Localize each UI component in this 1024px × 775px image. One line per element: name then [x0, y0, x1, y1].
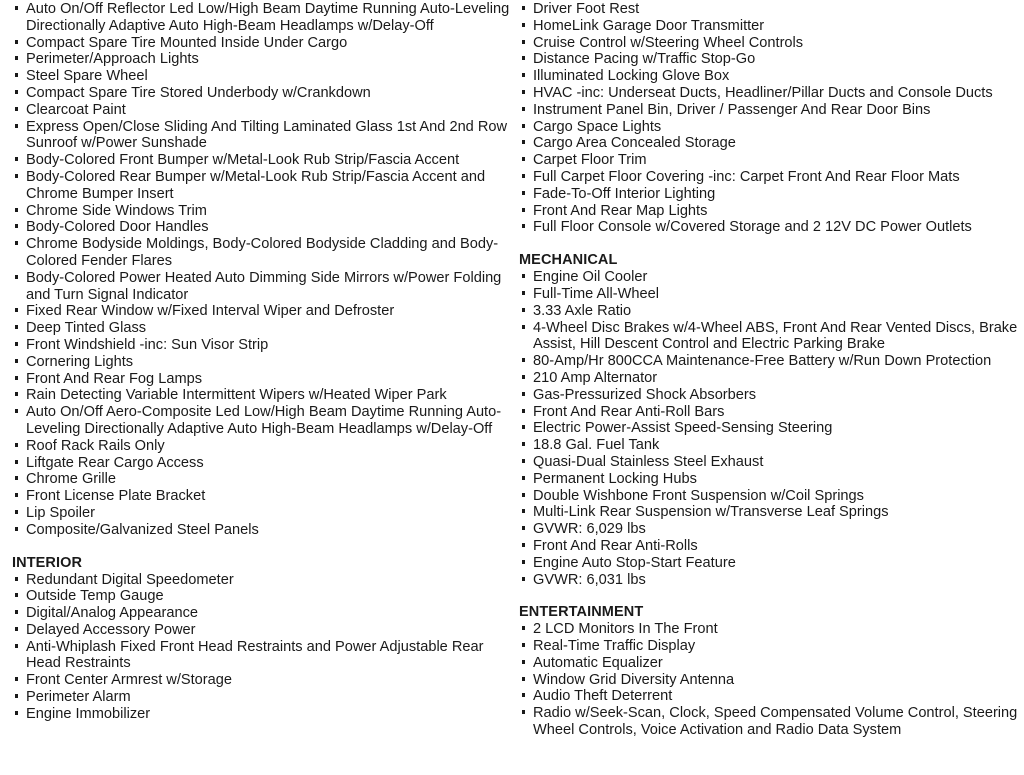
- list-item: [12, 488, 512, 505]
- list-item: [12, 35, 512, 52]
- list-item-text: Front And Rear Anti-Rolls: [533, 537, 698, 554]
- list-item: [519, 705, 1019, 739]
- list-item: [519, 437, 1019, 454]
- bullet-icon: [15, 460, 18, 464]
- bullet-icon: [522, 693, 525, 697]
- bullet-icon: [15, 493, 18, 497]
- list-item-text: Outside Temp Gauge: [26, 588, 164, 605]
- list-item-text: HomeLink Garage Door Transmitter: [533, 17, 765, 34]
- list-item-text: Front Center Armrest w/Storage: [26, 672, 233, 689]
- list-item: [519, 387, 1019, 404]
- list-item-text: Cargo Area Concealed Storage: [533, 135, 736, 152]
- list-item-text: Delayed Accessory Power: [26, 621, 196, 638]
- list-item: [519, 269, 1019, 286]
- list-item-text: Multi-Link Rear Suspension w/Transverse Leaf Springs: [533, 504, 889, 521]
- bullet-icon: [522, 493, 525, 497]
- list-item-text: Chrome Bodyside Moldings, Body-Colored Bodyside Cladding and Body-Colored Fender Flares: [26, 236, 499, 269]
- list-item-text: Deep Tinted Glass: [26, 320, 147, 337]
- list-item-text: Express Open/Close Sliding And Tilting Laminated Glass 1st And 2nd Row Sunroof w/Power Sunshade: [26, 118, 508, 152]
- bullet-icon: [15, 325, 18, 329]
- list-item-text: Driver Foot Rest: [533, 1, 640, 17]
- bullet-icon: [15, 359, 18, 363]
- bullet-icon: [522, 375, 525, 379]
- bullet-icon: [15, 124, 18, 128]
- bullet-icon: [522, 208, 525, 212]
- list-item-text: Gas-Pressurized Shock Absorbers: [533, 386, 757, 403]
- bullet-icon: [522, 140, 525, 144]
- bullet-icon: [522, 577, 525, 581]
- bullet-icon: [522, 73, 525, 77]
- list-item-text: Chrome Side Windows Trim: [26, 202, 207, 219]
- list-item: [12, 236, 512, 270]
- list-item: [12, 337, 512, 354]
- bullet-icon: [522, 291, 525, 295]
- bullet-icon: [15, 6, 18, 10]
- bullet-icon: [15, 593, 18, 597]
- bullet-icon: [522, 560, 525, 564]
- list-item-text: GVWR: 6,029 lbs: [533, 521, 646, 538]
- list-item: [519, 621, 1019, 638]
- list-item-text: Cornering Lights: [26, 353, 134, 370]
- list-item: [519, 555, 1019, 572]
- list-item: [12, 455, 512, 472]
- list-item: [519, 504, 1019, 521]
- list-item: [519, 471, 1019, 488]
- list-item-text: Perimeter Alarm: [26, 689, 131, 706]
- list-item-text: Body-Colored Front Bumper w/Metal-Look Rub Strip/Fascia Accent: [26, 152, 460, 169]
- list-item: [519, 454, 1019, 471]
- section-title-mechanical: MECHANICAL: [519, 252, 618, 269]
- bullet-icon: [522, 90, 525, 94]
- list-item-text: 210 Amp Alternator: [533, 369, 658, 386]
- bullet-icon: [522, 40, 525, 44]
- list-item-text: GVWR: 6,031 lbs: [533, 571, 646, 588]
- bullet-icon: [15, 644, 18, 648]
- bullet-icon: [522, 543, 525, 547]
- list-item: [519, 119, 1019, 136]
- bullet-icon: [15, 40, 18, 44]
- list-item-text: HVAC -inc: Underseat Ducts, Headliner/Pillar Ducts and Console Ducts: [533, 84, 993, 101]
- list-item: [519, 152, 1019, 169]
- list-item-text: Instrument Panel Bin, Driver / Passenger And Rear Door Bins: [533, 101, 931, 118]
- bullet-icon: [522, 677, 525, 681]
- list-item-text: Illuminated Locking Glove Box: [533, 68, 730, 85]
- list-item: [519, 135, 1019, 152]
- bullet-icon: [522, 23, 525, 27]
- list-item: [12, 522, 512, 539]
- bullet-icon: [15, 527, 18, 531]
- list-item: [519, 370, 1019, 387]
- list-item-text: Full-Time All-Wheel: [533, 285, 659, 302]
- list-item: [12, 471, 512, 488]
- list-item-text: Lip Spoiler: [26, 504, 95, 521]
- bullet-icon: [522, 476, 525, 480]
- list-item-text: 18.8 Gal. Fuel Tank: [533, 437, 660, 454]
- bullet-icon: [522, 459, 525, 463]
- list-item-text: Chrome Grille: [26, 471, 117, 488]
- bullet-icon: [15, 224, 18, 228]
- bullet-icon: [15, 443, 18, 447]
- bullet-icon: [522, 409, 525, 413]
- list-item-text: Digital/Analog Appearance: [26, 605, 199, 622]
- list-item: [519, 488, 1019, 505]
- list-item-text: Body-Colored Rear Bumper w/Metal-Look Rub Strip/Fascia Accent and Chrome Bumper Insert: [26, 168, 486, 202]
- list-item-text: Body-Colored Door Handles: [26, 219, 209, 236]
- bullet-icon: [522, 392, 525, 396]
- list-item: [519, 420, 1019, 437]
- interior-continued-list: [519, 1, 1019, 236]
- list-item: [12, 102, 512, 119]
- bullet-icon: [15, 577, 18, 581]
- bullet-icon: [15, 392, 18, 396]
- list-item: [12, 371, 512, 388]
- list-item-text: Fixed Rear Window w/Fixed Interval Wiper and Defroster: [26, 303, 395, 320]
- list-item-text: Roof Rack Rails Only: [26, 437, 165, 454]
- bullet-icon: [522, 274, 525, 278]
- interior-continued-section: [519, 1, 1019, 236]
- list-item-text: Full Carpet Floor Covering -inc: Carpet Front And Rear Floor Mats: [533, 168, 960, 185]
- mechanical-section: [519, 252, 1019, 588]
- list-item: [519, 404, 1019, 421]
- list-item-text: Cruise Control w/Steering Wheel Controls: [533, 34, 804, 51]
- bullet-icon: [522, 224, 525, 228]
- list-item: [12, 387, 512, 404]
- bullet-icon: [15, 174, 18, 178]
- list-item-text: 4-Wheel Disc Brakes w/4-Wheel ABS, Front And Rear Vented Discs, Brake Assist, Hill Descent Control and Electric Parking Brake: [533, 319, 1018, 353]
- list-item: [519, 303, 1019, 320]
- list-item-text: Fade-To-Off Interior Lighting: [533, 185, 716, 202]
- list-item: [519, 68, 1019, 85]
- list-item: [12, 588, 512, 605]
- bullet-icon: [15, 56, 18, 60]
- list-item: [519, 169, 1019, 186]
- list-item: [519, 51, 1019, 68]
- list-item-text: Quasi-Dual Stainless Steel Exhaust: [533, 453, 764, 470]
- list-item: [12, 605, 512, 622]
- section-title-interior: INTERIOR: [12, 554, 83, 571]
- list-item-text: Steel Spare Wheel: [26, 68, 148, 85]
- list-item-text: Engine Auto Stop-Start Feature: [533, 554, 736, 571]
- list-item-text: Front Windshield -inc: Sun Visor Strip: [26, 336, 269, 353]
- list-item: [12, 152, 512, 169]
- list-item-text: Real-Time Traffic Display: [533, 638, 696, 655]
- exterior-list: [12, 1, 512, 539]
- list-item-text: Engine Immobilizer: [26, 705, 151, 722]
- bullet-icon: [522, 308, 525, 312]
- bullet-icon: [15, 711, 18, 715]
- bullet-icon: [15, 476, 18, 480]
- list-item: [12, 85, 512, 102]
- list-item: [519, 102, 1019, 119]
- list-item: [12, 505, 512, 522]
- list-item: [12, 1, 512, 35]
- bullet-icon: [15, 510, 18, 514]
- right-column: [519, 1, 1019, 755]
- bullet-icon: [522, 442, 525, 446]
- entertainment-section: [519, 604, 1019, 739]
- bullet-icon: [15, 376, 18, 380]
- list-item-text: 3.33 Axle Ratio: [533, 302, 632, 319]
- list-item: [12, 270, 512, 304]
- interior-section: [12, 555, 512, 723]
- list-item: [12, 203, 512, 220]
- bullet-icon: [522, 425, 525, 429]
- list-item: [519, 286, 1019, 303]
- list-item: [519, 688, 1019, 705]
- bullet-icon: [15, 73, 18, 77]
- list-item-text: Clearcoat Paint: [26, 101, 126, 118]
- list-item: [12, 572, 512, 589]
- list-item: [12, 639, 512, 673]
- bullet-icon: [522, 626, 525, 630]
- bullet-icon: [15, 275, 18, 279]
- list-item: [12, 354, 512, 371]
- list-item: [12, 219, 512, 236]
- list-item: [12, 689, 512, 706]
- list-item-text: Compact Spare Tire Mounted Inside Under Cargo: [26, 34, 348, 51]
- list-item-text: Auto On/Off Reflector Led Low/High Beam Daytime Running Auto-Leveling Directionally Adaptive Auto High-Beam Headlamps w/Delay-Off: [26, 1, 510, 34]
- list-item-text: Cargo Space Lights: [533, 118, 662, 135]
- list-item: [12, 303, 512, 320]
- list-item-text: Body-Colored Power Heated Auto Dimming Side Mirrors w/Power Folding and Turn Signal Indicator: [26, 269, 502, 303]
- list-item: [519, 35, 1019, 52]
- list-item: [519, 1, 1019, 18]
- list-item-text: Front And Rear Map Lights: [533, 202, 708, 219]
- list-item-text: Front And Rear Anti-Roll Bars: [533, 403, 725, 420]
- list-item-text: Audio Theft Deterrent: [533, 688, 673, 705]
- list-item: [519, 672, 1019, 689]
- list-item-text: Front And Rear Fog Lamps: [26, 370, 203, 387]
- list-item-text: Double Wishbone Front Suspension w/Coil Springs: [533, 487, 864, 504]
- bullet-icon: [522, 660, 525, 664]
- bullet-icon: [15, 694, 18, 698]
- bullet-icon: [522, 157, 525, 161]
- interior-list: [12, 572, 512, 723]
- list-item: [519, 85, 1019, 102]
- list-item: [519, 521, 1019, 538]
- bullet-icon: [522, 124, 525, 128]
- left-column: [12, 1, 512, 739]
- list-item-text: Electric Power-Assist Speed-Sensing Steering: [533, 420, 833, 437]
- list-item: [519, 538, 1019, 555]
- list-item: [12, 706, 512, 723]
- mechanical-list: [519, 269, 1019, 588]
- bullet-icon: [15, 241, 18, 245]
- list-item-text: Engine Oil Cooler: [533, 269, 648, 286]
- list-item-text: Anti-Whiplash Fixed Front Head Restraints and Power Adjustable Rear Head Restraints: [26, 638, 484, 672]
- bullet-icon: [522, 710, 525, 714]
- list-item: [12, 51, 512, 68]
- list-item: [519, 18, 1019, 35]
- list-item-text: Carpet Floor Trim: [533, 152, 647, 169]
- list-item: [519, 203, 1019, 220]
- list-item: [12, 119, 512, 153]
- bullet-icon: [15, 610, 18, 614]
- bullet-icon: [522, 191, 525, 195]
- list-item-text: Automatic Equalizer: [533, 654, 663, 671]
- bullet-icon: [15, 90, 18, 94]
- bullet-icon: [522, 526, 525, 530]
- list-item: [12, 68, 512, 85]
- list-item-text: Rain Detecting Variable Intermittent Wipers w/Heated Wiper Park: [26, 387, 447, 404]
- list-item: [519, 638, 1019, 655]
- bullet-icon: [15, 677, 18, 681]
- bullet-icon: [15, 308, 18, 312]
- bullet-icon: [522, 174, 525, 178]
- list-item: [12, 622, 512, 639]
- list-item: [12, 404, 512, 438]
- bullet-icon: [15, 342, 18, 346]
- bullet-icon: [522, 6, 525, 10]
- bullet-icon: [15, 208, 18, 212]
- list-item-text: Permanent Locking Hubs: [533, 470, 697, 487]
- list-item: [519, 353, 1019, 370]
- bullet-icon: [15, 627, 18, 631]
- list-item-text: Auto On/Off Aero-Composite Led Low/High Beam Daytime Running Auto-Leveling Directionally Adaptive Auto High-Beam Headlamps w/Delay-Off: [26, 404, 502, 437]
- bullet-icon: [15, 107, 18, 111]
- bullet-icon: [522, 509, 525, 513]
- section-title-entertainment: ENTERTAINMENT: [519, 604, 644, 621]
- list-item-text: Perimeter/Approach Lights: [26, 51, 199, 68]
- list-item: [12, 320, 512, 337]
- exterior-section: [12, 1, 512, 539]
- list-item-text: Redundant Digital Speedometer: [26, 571, 234, 588]
- list-item: [519, 655, 1019, 672]
- list-item: [519, 572, 1019, 589]
- list-item: [519, 219, 1019, 236]
- list-item-text: Full Floor Console w/Covered Storage and 2 12V DC Power Outlets: [533, 219, 972, 236]
- list-item-text: 80-Amp/Hr 800CCA Maintenance-Free Battery w/Run Down Protection: [533, 353, 992, 370]
- list-item-text: Window Grid Diversity Antenna: [533, 671, 735, 688]
- bullet-icon: [522, 56, 525, 60]
- list-item-text: Liftgate Rear Cargo Access: [26, 454, 204, 471]
- list-item: [12, 169, 512, 203]
- bullet-icon: [15, 409, 18, 413]
- bullet-icon: [522, 107, 525, 111]
- bullet-icon: [522, 643, 525, 647]
- list-item: [12, 438, 512, 455]
- list-item-text: Distance Pacing w/Traffic Stop-Go: [533, 51, 756, 68]
- list-item: [519, 186, 1019, 203]
- entertainment-list: [519, 621, 1019, 739]
- list-item-text: Radio w/Seek-Scan, Clock, Speed Compensated Volume Control, Steering Wheel Controls, Voice Activation and Radio Data System: [533, 705, 1018, 739]
- list-item: [12, 672, 512, 689]
- list-item-text: 2 LCD Monitors In The Front: [533, 621, 718, 638]
- bullet-icon: [522, 358, 525, 362]
- list-item: [519, 320, 1019, 354]
- list-item-text: Compact Spare Tire Stored Underbody w/Crankdown: [26, 84, 371, 101]
- bullet-icon: [522, 325, 525, 329]
- bullet-icon: [15, 157, 18, 161]
- list-item-text: Front License Plate Bracket: [26, 488, 206, 505]
- list-item-text: Composite/Galvanized Steel Panels: [26, 521, 259, 538]
